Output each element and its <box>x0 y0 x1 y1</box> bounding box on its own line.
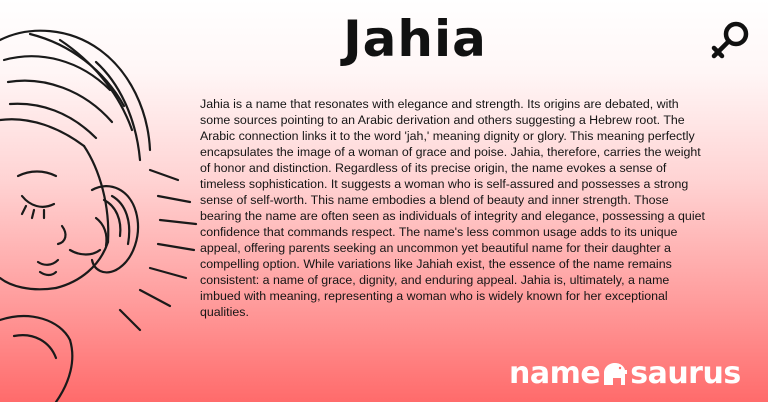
baby-name-title: Jahia <box>343 10 487 68</box>
female-symbol-icon <box>708 18 752 62</box>
sleeping-baby-illustration <box>0 20 205 402</box>
namesaurus-logo[interactable] <box>509 354 741 394</box>
dinosaur-icon <box>600 359 630 387</box>
name-description: Jahia is a name that resonates with elegance and strength. Its origins are debated, with some sources pointing to an Arabic derivation and others suggesting a Hebrew root. The Arabic connection links it to the word 'jah,' meaning dignity or glory. This meaning perfectly encapsulates the image of a woman of grace and poise. Jahia, therefore, carries the weight of honor and distinction. Regardless of its precise origin, the name evokes a sense of timeless sophistication. It suggests a woman who is self-assured and possesses a strong sense of self-worth. This name embodies a blend of beauty and inner strength. Those bearing the name are often seen as individuals of integrity and elegance, possessing a quiet confidence that commands respect. The name's less common usage adds to its unique appeal, offering parents seeking an uncommon yet beautiful name for their daughter a compelling option. While variations like Jahiah exist, the essence of the name remains consistent: a name of grace, dignity, and enduring appeal. Jahia is, ultimately, a name imbued with meaning, representing a woman who is widely known for her exceptional qualities. <box>200 97 705 319</box>
logo-text-name: name <box>509 356 601 391</box>
logo-text-saurus: saurus <box>630 356 741 391</box>
